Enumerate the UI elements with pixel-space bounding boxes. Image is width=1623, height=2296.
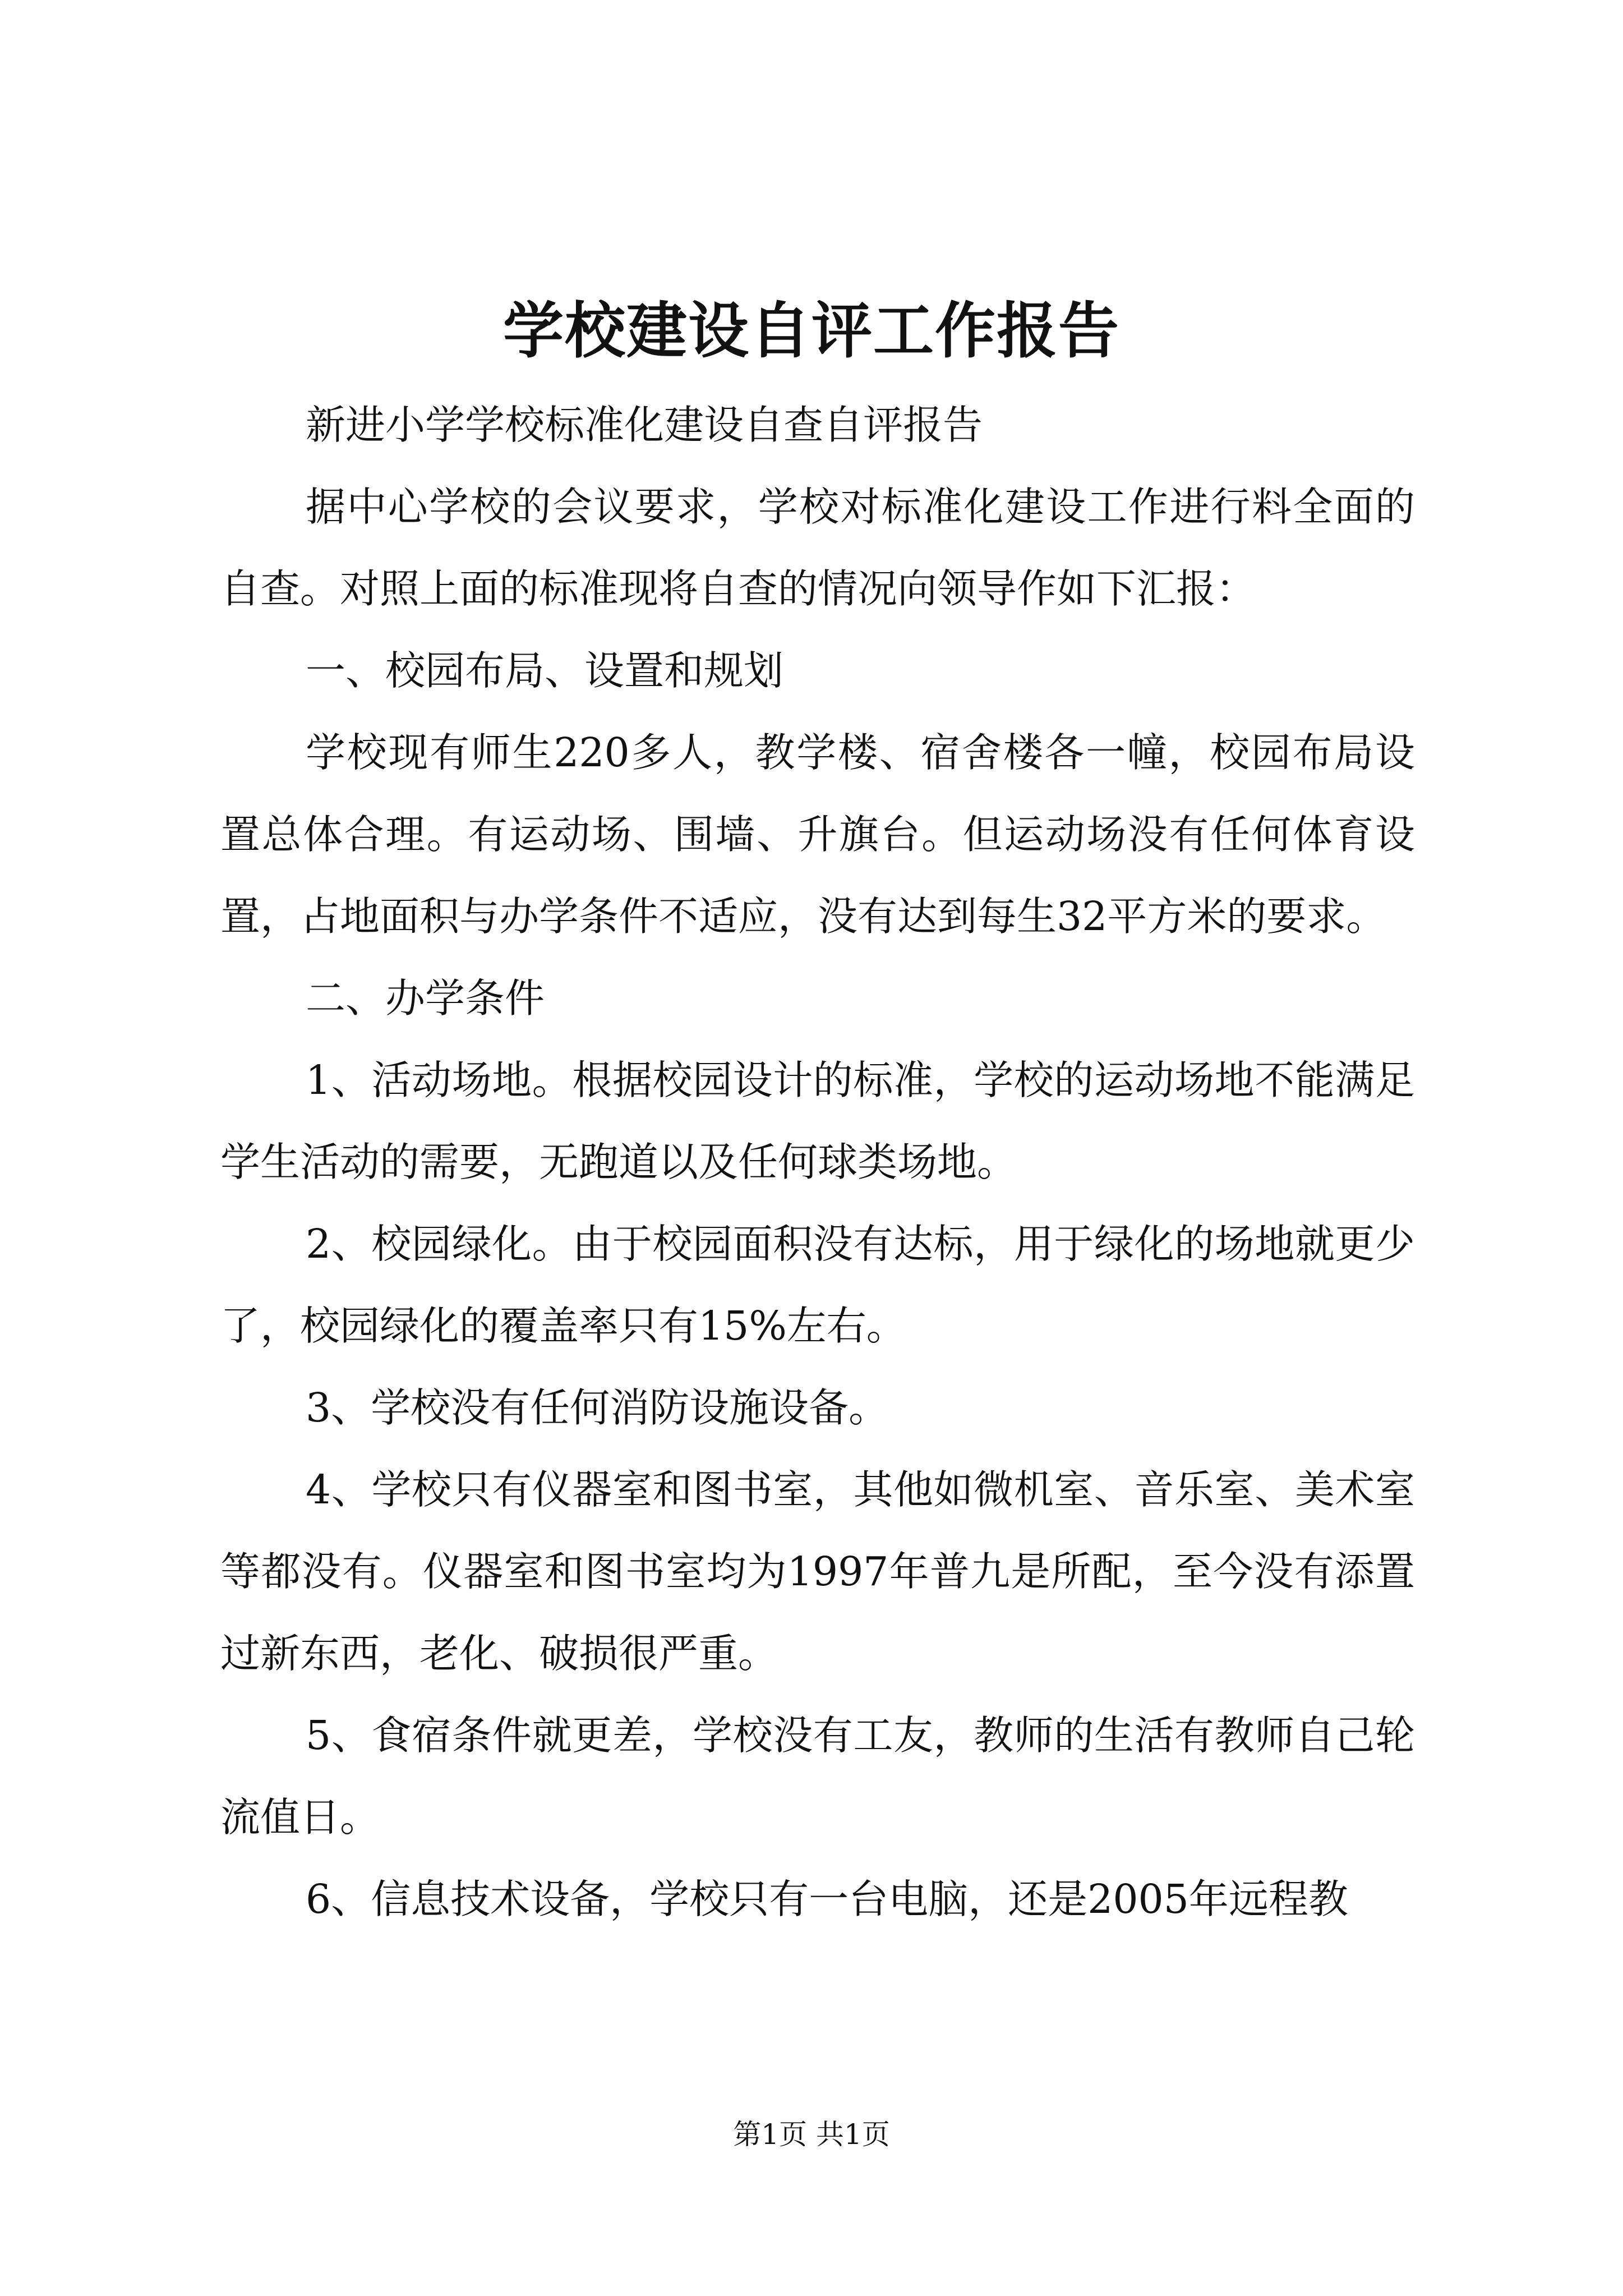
item-paragraph-5: 5、食宿条件就更差，学校没有工友，教师的生活有教师自己轮流值日。: [220, 1712, 1415, 1841]
item-paragraph-4: 4、学校只有仪器室和图书室，其他如微机室、音乐室、美术室等都没有。仪器室和图书室均为1997年普九是所配，至今没有添置过新东西，老化、破损很严重。: [220, 1466, 1415, 1677]
section-heading-conditions: 二、办学条件: [306, 975, 545, 1022]
document-title: 学校建设自评工作报告: [502, 296, 1120, 366]
intro-paragraph: 据中心学校的会议要求，学校对标准化建设工作进行料全面的自查。对照上面的标准现将自查的情况向领导作如下汇报：: [220, 484, 1415, 612]
item-paragraph-6: 6、信息技术设备，学校只有一台电脑，还是2005年远程教: [306, 1876, 1348, 1922]
item-paragraph-2: 2、校园绿化。由于校园面积没有达标，用于绿化的场地就更少了，校园绿化的覆盖率只有15%左右。: [220, 1221, 1415, 1349]
document-body: [220, 384, 1415, 1940]
section-heading-layout: 一、校园布局、设置和规划: [306, 647, 784, 694]
item-paragraph-1: 1、活动场地。根据校园设计的标准，学校的运动场地不能满足学生活动的需要，无跑道以及任何球类场地。: [220, 1057, 1415, 1185]
item-paragraph-3: 3、学校没有任何消防设施设备。: [306, 1384, 889, 1431]
page-footer: 第1页 共1页: [733, 2118, 890, 2151]
subtitle-paragraph: 新进小学学校标准化建设自查自评报告: [306, 402, 983, 448]
layout-paragraph: 学校现有师生220多人，教学楼、宿舍楼各一幢，校园布局设置总体合理。有运动场、围墙、升旗台。但运动场没有任何体育设置，占地面积与办学条件不适应，没有达到每生32平方米的要求。: [220, 729, 1415, 940]
